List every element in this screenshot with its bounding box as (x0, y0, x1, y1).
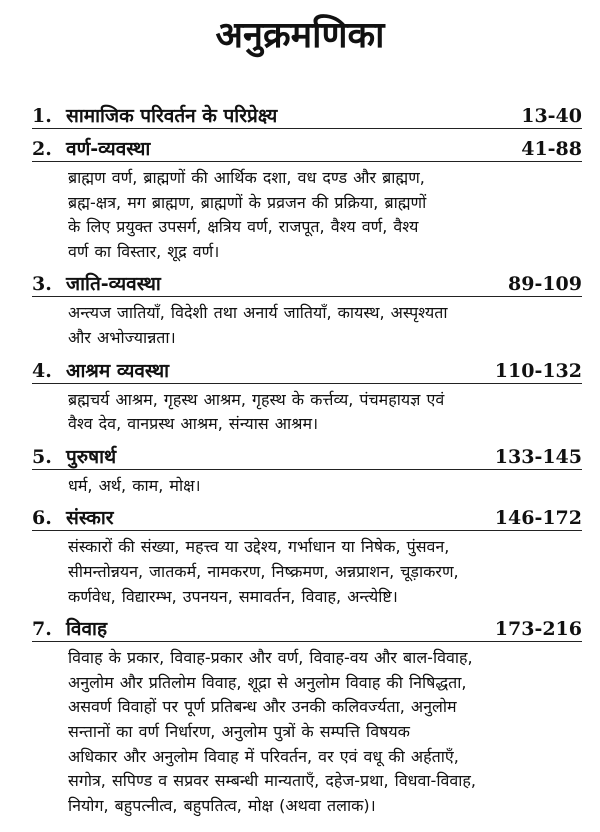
description-line: ब्रह्म-क्षत्र, मग ब्राह्मण, ब्राह्मणों के प्रव्रजन की प्रक्रिया, ब्राह्मणों (68, 192, 427, 212)
description-line: विवाह के प्रकार, विवाह-प्रकार और वर्ण, विवाह-वय और बाल-विवाह, (68, 648, 473, 668)
entry-description (68, 301, 576, 350)
entry-page-range: 13-40 (521, 105, 582, 127)
entry-number: 7. (32, 618, 52, 641)
toc-entry-heading-row (32, 270, 582, 297)
toc-entry-heading-row (32, 102, 582, 129)
entry-number: 4. (32, 359, 52, 382)
entry-description (68, 646, 576, 818)
description-line: अनुलोम और प्रतिलोम विवाह, शूद्रा से अनुलोम विवाह की निषिद्धता, (68, 672, 467, 692)
toc-entry-6 (32, 504, 582, 609)
description-line: नियोग, बहुपत्नीत्व, बहुपतित्व, मोक्ष (अथवा तलाक)। (68, 795, 376, 815)
description-line: अन्त्यज जातियाँ, विदेशी तथा अनार्य जातियाँ, कायस्थ, अस्पृश्यता (68, 303, 448, 323)
entry-description (68, 535, 576, 609)
page-title: अनुक्रमणिका (215, 15, 385, 56)
entry-description (68, 166, 576, 264)
entry-page-range: 89-109 (508, 273, 582, 296)
description-line: सगोत्र, सपिण्ड व सप्रवर सम्बन्धी मान्यताएँ, दहेज-प्रथा, विधवा-विवाह, (68, 771, 476, 791)
description-line: वर्ण का विस्तार, शूद्र वर्ण। (68, 241, 220, 261)
entry-page-range: 173-216 (494, 618, 582, 641)
entry-heading: आश्रम व्यवस्था (66, 359, 170, 382)
toc-entry-heading-row (32, 357, 582, 384)
toc-entry-7 (32, 615, 582, 818)
entry-number: 2. (32, 138, 52, 160)
toc-entry-2 (32, 135, 582, 264)
toc-entry-heading-row (32, 135, 582, 162)
description-line: कर्णवेध, विद्यारम्भ, उपनयन, समावर्तन, विवाह, अन्त्येष्टि। (68, 586, 398, 606)
entry-description (68, 388, 576, 437)
entry-number: 6. (32, 507, 52, 530)
entry-number: 5. (32, 445, 52, 468)
toc-entry-3 (32, 270, 582, 350)
entry-number: 1. (32, 105, 52, 127)
description-line: सन्तानों का वर्ण निर्धारण, अनुलोम पुत्रों के सम्पत्ति विषयक (68, 721, 410, 741)
entry-heading: सामाजिक परिवर्तन के परिप्रेक्ष्य (66, 105, 278, 127)
entry-description (68, 474, 576, 499)
description-line: के लिए प्रयुक्त उपसर्ग, क्षत्रिय वर्ण, राजपूत, वैश्य वर्ण, वैश्य (68, 217, 419, 237)
description-line: ब्रह्मचर्य आश्रम, गृहस्थ आश्रम, गृहस्थ के कर्त्तव्य, पंचमहायज्ञ एवं (68, 389, 445, 409)
description-line: अधिकार और अनुलोम विवाह में परिवर्तन, वर एवं वधू की अर्हताएँ, (68, 746, 459, 766)
entry-heading: विवाह (66, 618, 108, 641)
entry-heading: पुरुषार्थ (66, 445, 117, 468)
toc-entry-heading-row (32, 504, 582, 531)
description-line: धर्म, अर्थ, काम, मोक्ष। (68, 475, 201, 495)
description-line: सीमन्तोन्नयन, जातकर्म, नामकरण, निष्क्रमण, अन्नप्राशन, चूड़ाकरण, (68, 561, 459, 581)
entry-heading: संस्कार (66, 507, 114, 530)
entry-page-range: 133-145 (494, 445, 582, 468)
toc-entry-heading-row (32, 443, 582, 470)
entry-page-range: 41-88 (521, 138, 582, 160)
description-line: वैश्व देव, वानप्रस्थ आश्रम, संन्यास आश्रम। (68, 414, 319, 434)
entry-heading: वर्ण-व्यवस्था (66, 138, 151, 160)
toc-entry-5 (32, 443, 582, 499)
toc-entry-1 (32, 102, 582, 129)
description-line: ब्राह्मण वर्ण, ब्राह्मणों की आर्थिक दशा, वध दण्ड और ब्राह्मण, (68, 168, 425, 187)
description-line: संस्कारों की संख्या, महत्त्व या उद्देश्य, गर्भाधान या निषेक, पुंसवन, (68, 537, 450, 557)
entry-heading: जाति-व्यवस्था (66, 273, 161, 296)
entry-page-range: 146-172 (494, 507, 582, 530)
table-of-contents (32, 102, 582, 824)
toc-entry-heading-row (32, 615, 582, 642)
entry-page-range: 110-132 (494, 359, 582, 382)
toc-entry-4 (32, 357, 582, 437)
entry-number: 3. (32, 273, 52, 296)
description-line: और अभोज्यान्नता। (68, 327, 176, 347)
description-line: असवर्ण विवाहों पर पूर्ण प्रतिबन्ध और उनकी कलिवर्ज्यता, अनुलोम (68, 697, 457, 717)
